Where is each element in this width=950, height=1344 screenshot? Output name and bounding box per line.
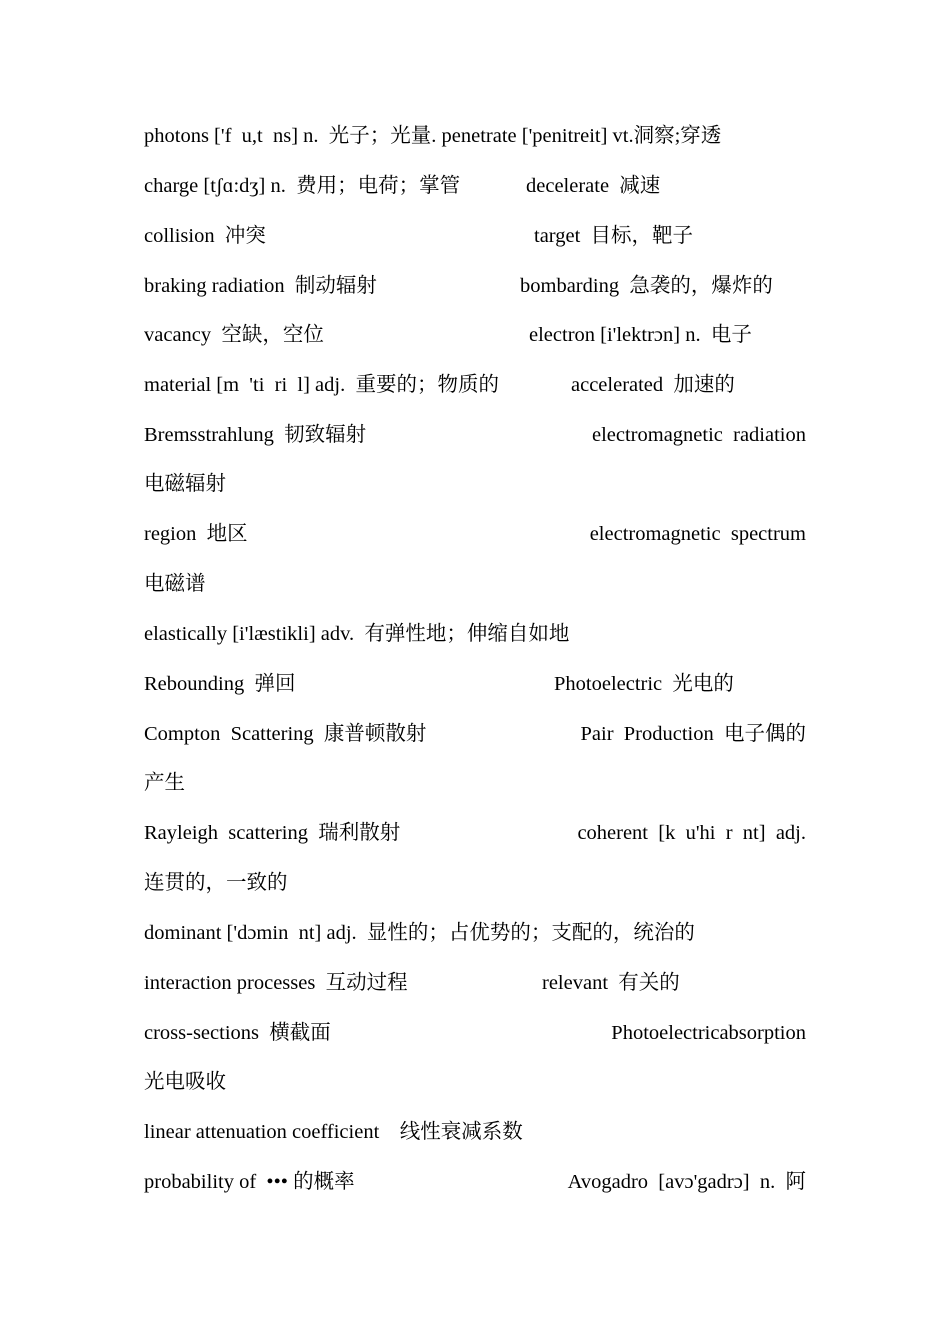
vocab-line-8: 电磁辐射 bbox=[144, 473, 226, 495]
vocab-line-9-right: electromagnetic spectrum bbox=[589, 523, 806, 545]
vocab-line-14: 产生 bbox=[144, 772, 185, 794]
vocab-line-19: cross-sections 横截面 bbox=[144, 1022, 331, 1044]
vocab-line-15-right: coherent [k u'hi r nt] adj. bbox=[577, 822, 806, 844]
vocab-line-12: Rebounding 弹回 bbox=[144, 673, 296, 695]
vocab-line-11: elastically [i'læstikli] adv. 有弹性地；伸缩自如地 bbox=[144, 623, 570, 645]
vocab-line-16: 连贯的，一致的 bbox=[144, 872, 288, 894]
vocab-line-10: 电磁谱 bbox=[144, 573, 206, 595]
vocab-line-3: collision 冲突 bbox=[144, 225, 266, 247]
vocab-line-9: region 地区 bbox=[144, 523, 248, 545]
vocab-line-5: vacancy 空缺，空位 bbox=[144, 324, 324, 346]
vocab-line-7-right: electromagnetic radiation bbox=[591, 424, 806, 446]
vocab-line-13: Compton Scattering 康普顿散射 bbox=[144, 723, 427, 745]
vocab-line-22: probability of ••• 的概率 bbox=[144, 1171, 355, 1193]
vocab-line-18-right: relevant 有关的 bbox=[542, 972, 680, 994]
vocab-line-21: linear attenuation coefficient 线性衰减系数 bbox=[144, 1121, 523, 1143]
vocab-line-3-right: target 目标，靶子 bbox=[534, 225, 694, 247]
vocab-line-18: interaction processes 互动过程 bbox=[144, 972, 408, 994]
vocab-line-7: Bremsstrahlung 韧致辐射 bbox=[144, 424, 367, 446]
vocab-line-20: 光电吸收 bbox=[144, 1071, 226, 1093]
vocab-line-2-right: decelerate 减速 bbox=[526, 175, 661, 197]
vocab-line-12-right: Photoelectric 光电的 bbox=[554, 673, 734, 695]
vocab-line-5-right: electron [i'lektrɔn] n. 电子 bbox=[529, 324, 752, 346]
vocab-line-13-right: Pair Production 电子偶的 bbox=[580, 723, 806, 745]
vocab-line-6: material [m 'ti ri l] adj. 重要的；物质的 bbox=[144, 374, 499, 396]
vocab-line-15: Rayleigh scattering 瑞利散射 bbox=[144, 822, 401, 844]
vocab-line-1: photons ['f u,t ns] n. 光子；光量. penetrate ['penitreit] vt.洞察;穿透 bbox=[144, 125, 722, 147]
vocab-line-22-right: Avogadro [avɔ'gadrɔ] n. 阿 bbox=[567, 1171, 806, 1193]
vocab-line-17: dominant ['dɔmin nt] adj. 显性的；占优势的；支配的，统治的 bbox=[144, 922, 695, 944]
vocab-line-4: braking radiation 制动辐射 bbox=[144, 275, 377, 297]
vocab-line-4-right: bombarding 急袭的，爆炸的 bbox=[520, 275, 773, 297]
vocab-line-19-right: Photoelectricabsorption bbox=[611, 1022, 806, 1044]
vocab-line-6-right: accelerated 加速的 bbox=[571, 374, 735, 396]
vocab-line-2: charge [tʃɑ:dʒ] n. 费用；电荷；掌管 bbox=[144, 175, 461, 197]
